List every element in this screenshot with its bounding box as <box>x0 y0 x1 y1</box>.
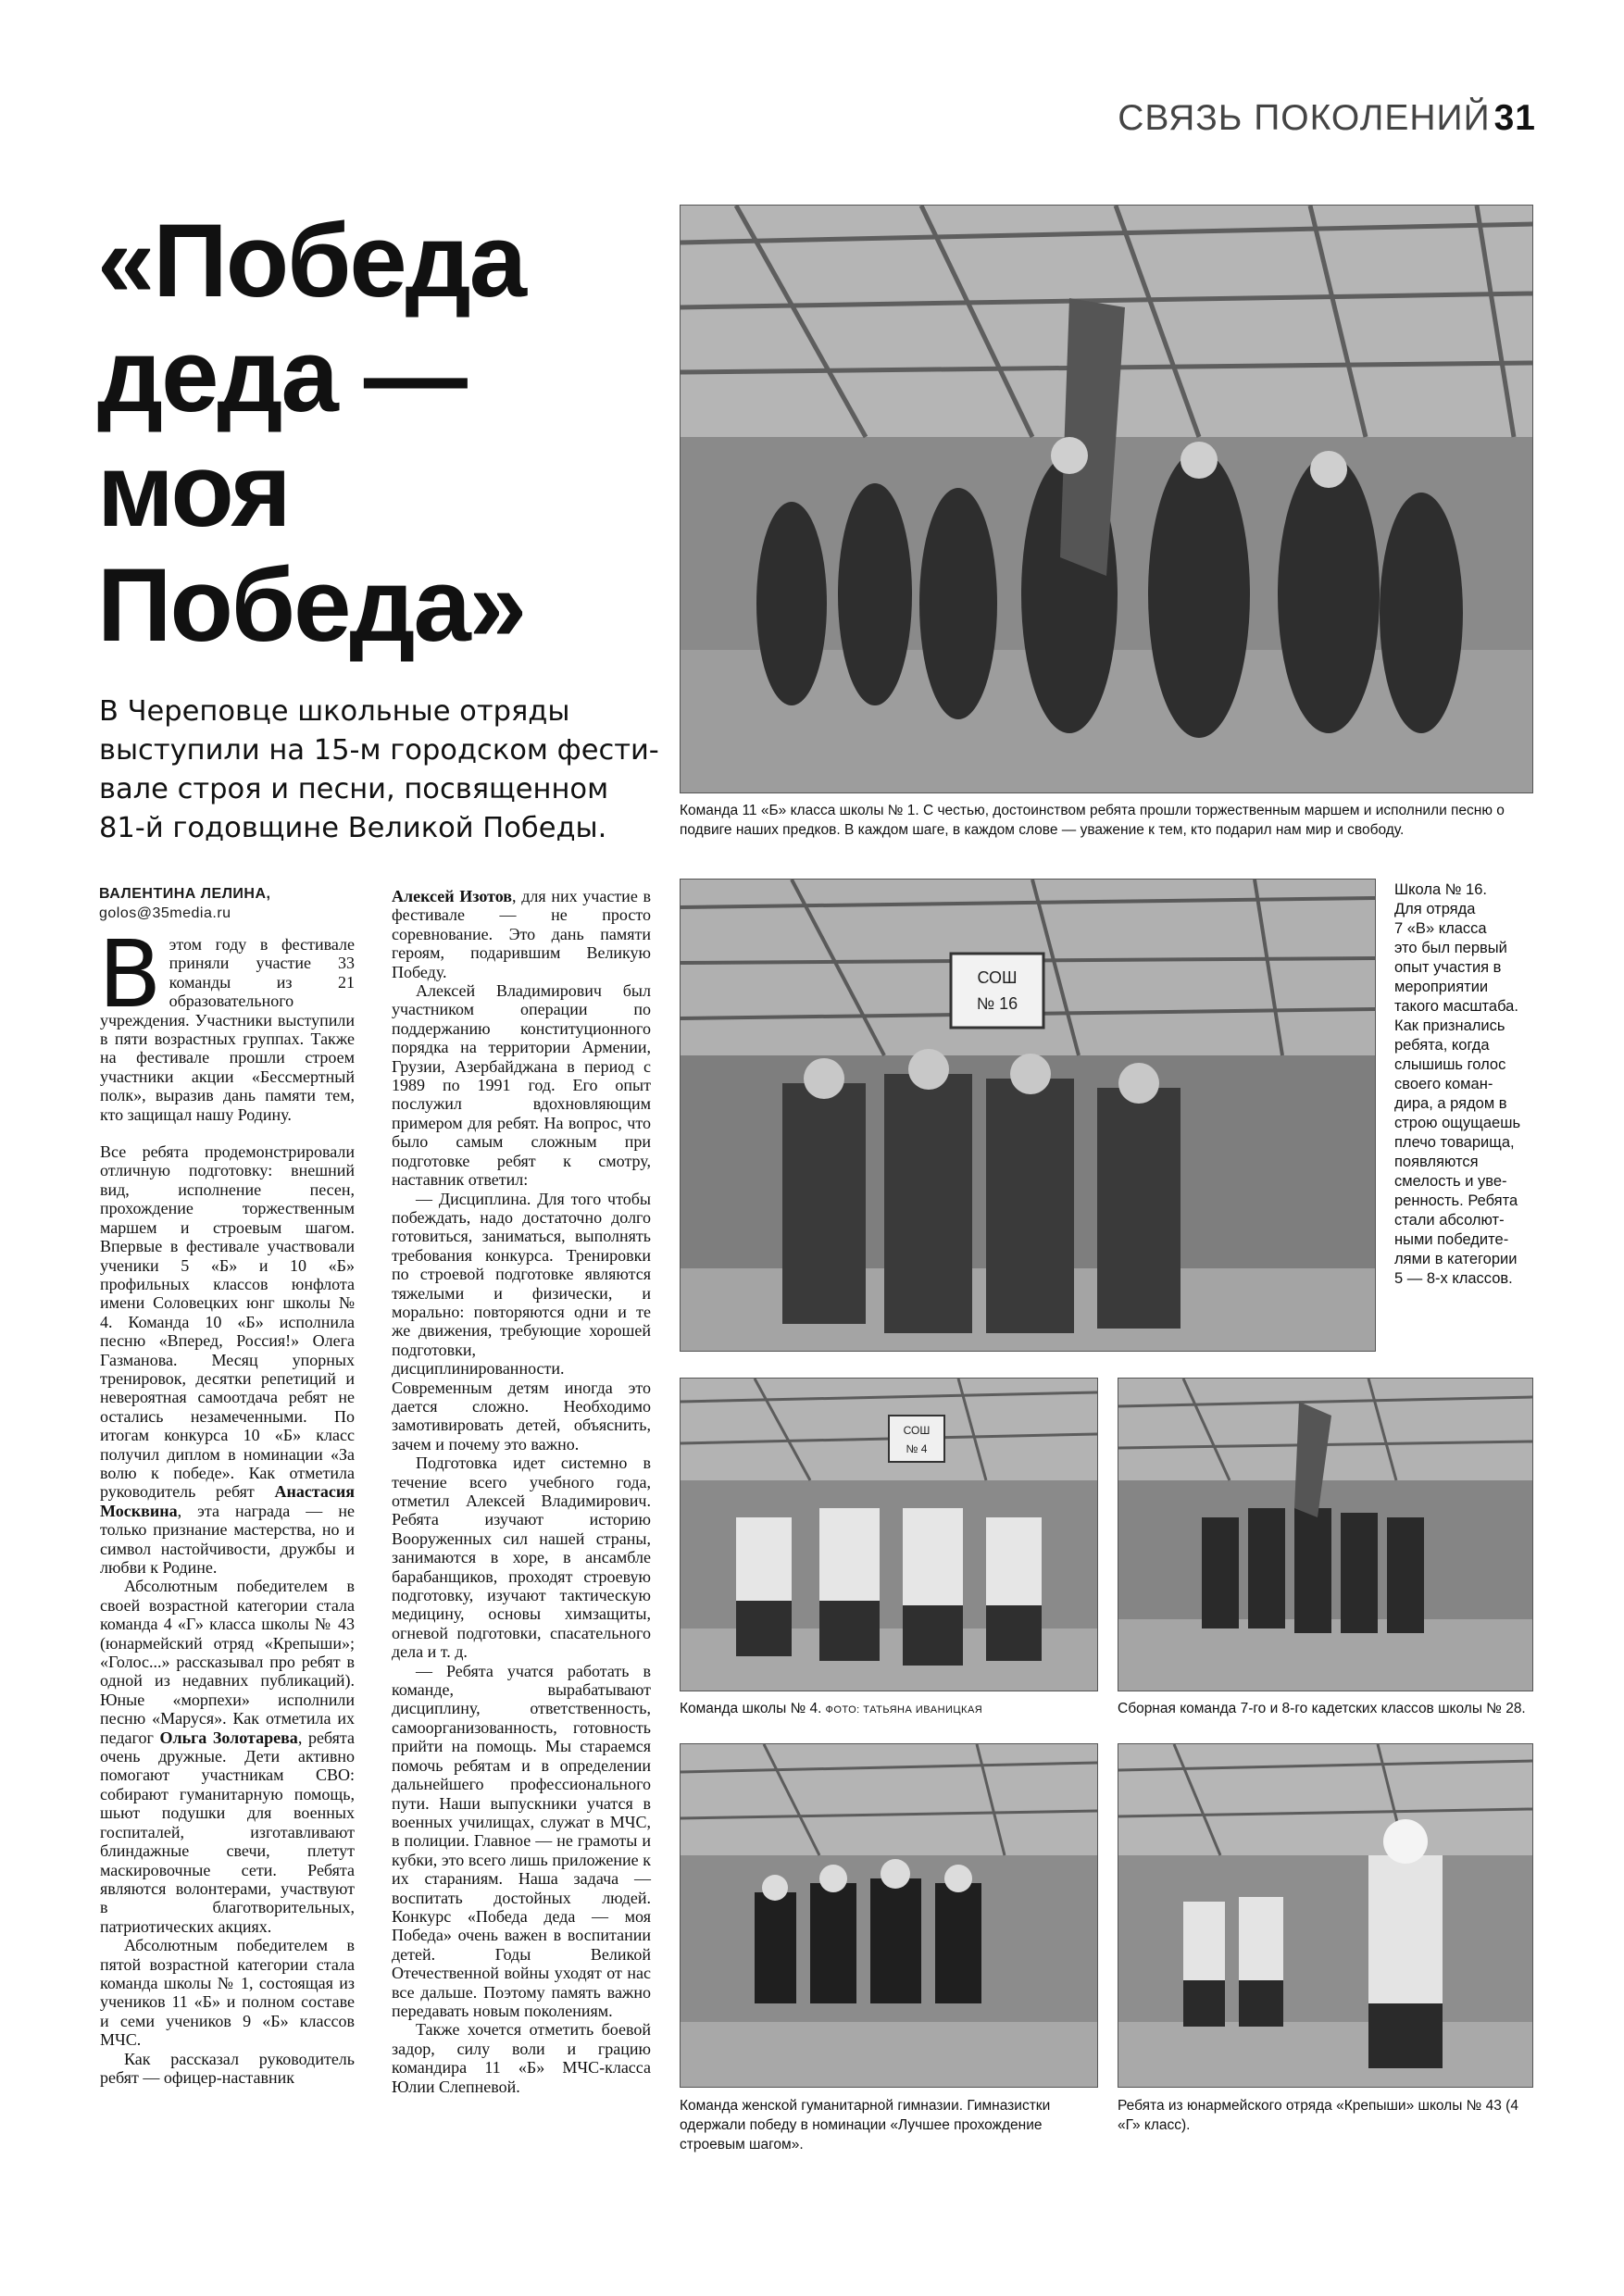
sign-text: СОШ <box>903 1424 931 1437</box>
byline <box>99 884 270 923</box>
photo-illustration <box>1118 1379 1532 1691</box>
lead-paragraph <box>99 693 659 848</box>
caption-line: это был первый <box>1394 940 1507 956</box>
lead-line: 81-й годовщине Великой Победы. <box>99 812 607 844</box>
caption-line: мероприятии <box>1394 979 1489 995</box>
caption-line: ными победите- <box>1394 1231 1509 1248</box>
person-name: Алексей Изотов <box>392 887 513 905</box>
sign-text: СОШ <box>977 968 1018 987</box>
caption-text: Команда школы № 4. <box>680 1701 822 1716</box>
caption-line: Школа № 16. <box>1394 881 1487 898</box>
caption-line: дира, а рядом в <box>1394 1095 1507 1112</box>
paragraph-text: , эта награда — не только признание мастерства, но и символ настойчивости, дружбы и любви к Родине. <box>100 1501 355 1577</box>
headline <box>97 204 653 663</box>
article-paragraph: — Дисциплина. Для того чтобы побеждать, надо достаточно долго готовиться, заниматься, выполнять требования конкурса. Тренировки по строевой подготовке являются тяжелыми и физически, и морально: повторяются одни и те же движения, требующие хорошей подготовки, дисциплинированности. Современным детям иногда это дается сложно. Необходимо замотивировать детей, объяснить, зачем и почему это важно. <box>392 1189 651 1454</box>
photo-womens-gymnasium-team <box>680 1743 1098 2088</box>
caption-line: Для отряда <box>1394 901 1476 917</box>
section-title: СВЯЗЬ ПОКОЛЕНИЙ <box>1118 98 1491 138</box>
running-head <box>1118 98 1536 139</box>
article-column-1 <box>98 920 356 2087</box>
lead-line: В Череповце школьные отряды <box>99 695 570 728</box>
caption-line: лями в категории <box>1394 1251 1518 1267</box>
caption-line: ренность. Ребята <box>1394 1192 1518 1209</box>
photo-side-caption <box>1394 880 1533 1289</box>
photo-caption: Сборная команда 7-го и 8-го кадетских классов школы № 28. <box>1118 1701 1526 1716</box>
page-number: 31 <box>1493 98 1536 138</box>
caption-line: 5 — 8-х классов. <box>1394 1270 1513 1287</box>
lead-line: вале строя и песни, посвященном <box>99 773 609 805</box>
sign-text: № 16 <box>976 994 1018 1013</box>
caption-line: плечо товарища, <box>1394 1134 1515 1151</box>
photo-credit: ФОТО: ТАТЬЯНА ИВАНИЦКАЯ <box>825 1704 983 1716</box>
headline-line: моя <box>97 432 290 548</box>
paragraph-text: Все ребята продемонстрировали отличную подготовку: внешний вид, исполнение песен, прохождение торжественным маршем и строевым шагом. Впервые в фестивале участвовали ученики 5 «Б» и 10 «Б» профильных классов юнфлота имени Соловецких юнг школы № 4. Команда 10 «Б» исполнила песню «Вперед, Россия!» Олега Газманова. Месяц упорных тренировок, десятки репетиций и невероятная самоотдача ребят не остались незамеченными. По итогам конкурса 10 «Б» класс получил диплом в номинации «За волю к победе». Как отметила руководитель ребят <box>100 1142 355 1502</box>
paragraph-text: , ребята очень дружные. Дети активно помогают участникам СВО: собирают гуманитарную помощь, шьют подушки для военных госпиталей, изготавливают блиндажные свечи, плетут маскировочные сети. Ребята являются волонтерами, участвуют в благотворительных, патриотических акциях. <box>100 1728 355 1936</box>
article-paragraph: Также хочется отметить боевой задор, силу воли и грацию командира 11 «Б» МЧС-класса Юлии Слепневой. <box>392 2020 651 2096</box>
photo-illustration <box>681 1379 1097 1691</box>
sign-text: № 4 <box>906 1442 928 1455</box>
article-paragraph <box>392 887 651 981</box>
article-paragraph <box>100 1577 355 1936</box>
caption-line: такого масштаба. <box>1394 998 1518 1015</box>
article-paragraph <box>100 1142 355 1577</box>
article-paragraph: Алексей Владимирович был участником операции по поддержанию конституционного порядка на территории Армении, Грузии, Азербайджана в период с 1989 по 1991 год. Его опыт послужил вдохновляющим примером для ребят. На вопрос, что было самым сложным при подготовке ребят к смотру, наставник ответил: <box>392 981 651 1190</box>
author-name: ВАЛЕНТИНА ЛЕЛИНА, <box>99 886 271 902</box>
photo-krepyshi-team <box>1118 1743 1533 2088</box>
caption-line: своего коман- <box>1394 1076 1493 1092</box>
caption-line: ребята, когда <box>1394 1037 1490 1054</box>
caption-line: стали абсолют- <box>1394 1212 1505 1229</box>
person-name: Анастасия Москвина <box>100 1482 356 1520</box>
photo-illustration <box>681 206 1532 792</box>
photo-illustration <box>681 1744 1097 2087</box>
caption-line: появляются <box>1394 1154 1479 1170</box>
photo-caption: Ребята из юнармейского отряда «Крепыши» школы № 43 (4 «Г» класс). <box>1118 2098 1518 2133</box>
paragraph-text: Абсолютным победителем в своей возрастной категории стала команда 4 «Г» класса школы № 43 (юнармейский отряд «Крепыши»; «Голос...» рассказывал про ребят в одной из недавних публикаций). Юные «морпехи» исполнили песню «Маруся». Как отметила их педагог <box>100 1577 355 1747</box>
caption-line: 7 «В» класса <box>1394 920 1487 937</box>
article-paragraph: — Ребята учатся работать в команде, вырабатывают дисциплину, ответственность, самоорганизованность, готовность прийти на помощь. Мы стараемся помочь ребятам и в определении дальнейшего профессионального пути. Наши выпускники учатся в военных училищах, служат в МЧС, в полиции. Главное — не грамоты и кубки, это всего лишь приложение к их стараниям. Наша задача — воспитать достойных людей. Конкурс «Победа деда — моя Победа» очень важен в воспитании детей. Годы Великой Отечественной войны уходят от нас все дальше. Поэтому память важно передавать новым поколениям. <box>392 1661 651 2020</box>
photo-illustration <box>681 880 1375 1351</box>
caption-line: смелость и уве- <box>1394 1173 1507 1190</box>
drop-cap: В <box>98 920 162 1029</box>
article-paragraph: Абсолютным победителем в пятой возрастной категории стала команда школы № 1, состоящая из учеников 11 «Б» и полном составе и семи учеников 9 «Б» классов МЧС. <box>100 1936 355 2050</box>
headline-line: деда — <box>97 318 466 433</box>
headline-line: «Победа <box>97 203 526 318</box>
article-column-2 <box>392 887 651 2096</box>
lead-line: выступили на 15-м городском фести- <box>99 734 659 767</box>
article-paragraph <box>98 920 355 1124</box>
author-email[interactable]: golos@35media.ru <box>99 905 231 921</box>
photo-caption: Команда женской гуманитарной гимназии. Гимназистки одержали победу в номинации «Лучшее прохождение строевым шагом». <box>680 2098 1051 2152</box>
caption-line: слышишь голос <box>1394 1056 1506 1073</box>
photo-marching-team-school-1 <box>680 205 1533 793</box>
photo-school-16-team <box>680 879 1376 1352</box>
caption-line: опыт участия в <box>1394 959 1502 976</box>
photo-caption <box>680 1699 1106 1720</box>
photo-caption: Команда 11 «Б» класса школы № 1. С честью, достоинством ребята прошли торжественным маршем и исполнили песню о подвиге наших предков. В каждом шаге, в каждом слове — уважение к тем, кто подарил нам мир и свободу. <box>680 803 1505 838</box>
photo-illustration <box>1118 1744 1532 2087</box>
caption-line: строю ощущаешь <box>1394 1115 1521 1131</box>
article-paragraph: Подготовка идет системно в течение всего учебного года, отметил Алексей Владимирович. Ребята изучают историю Вооруженных сил нашей страны, занимаются в хоре, в ансамбле барабанщиков, проходят строевую подготовку, изучают тактическую медицину, основы химзащиты, огневой подготовки, спасательного дела и т. д. <box>392 1454 651 1662</box>
photo-school-28-cadets <box>1118 1378 1533 1691</box>
headline-line: Победа» <box>97 547 526 663</box>
person-name: Ольга Золотарева <box>159 1728 298 1747</box>
article-paragraph: Как рассказал руководитель ребят — офицер-наставник <box>100 2049 355 2087</box>
paragraph-text: этом году в фестивале приняли участие 33 команды из 21 образовательного учреждения. Участники выступили в пяти возрастных группах. Также на фестивале прошли строем участники акции «Бессмертный полк», выразив дань памяти тем, кто защищал нашу Родину. <box>100 935 355 1124</box>
caption-line: Как признались <box>1394 1017 1505 1034</box>
paragraph-text: , для них участие в фестивале — не просто соревнование. Это дань памяти героям, подарившим Великую Победу. <box>392 887 651 981</box>
photo-school-4-team <box>680 1378 1098 1691</box>
